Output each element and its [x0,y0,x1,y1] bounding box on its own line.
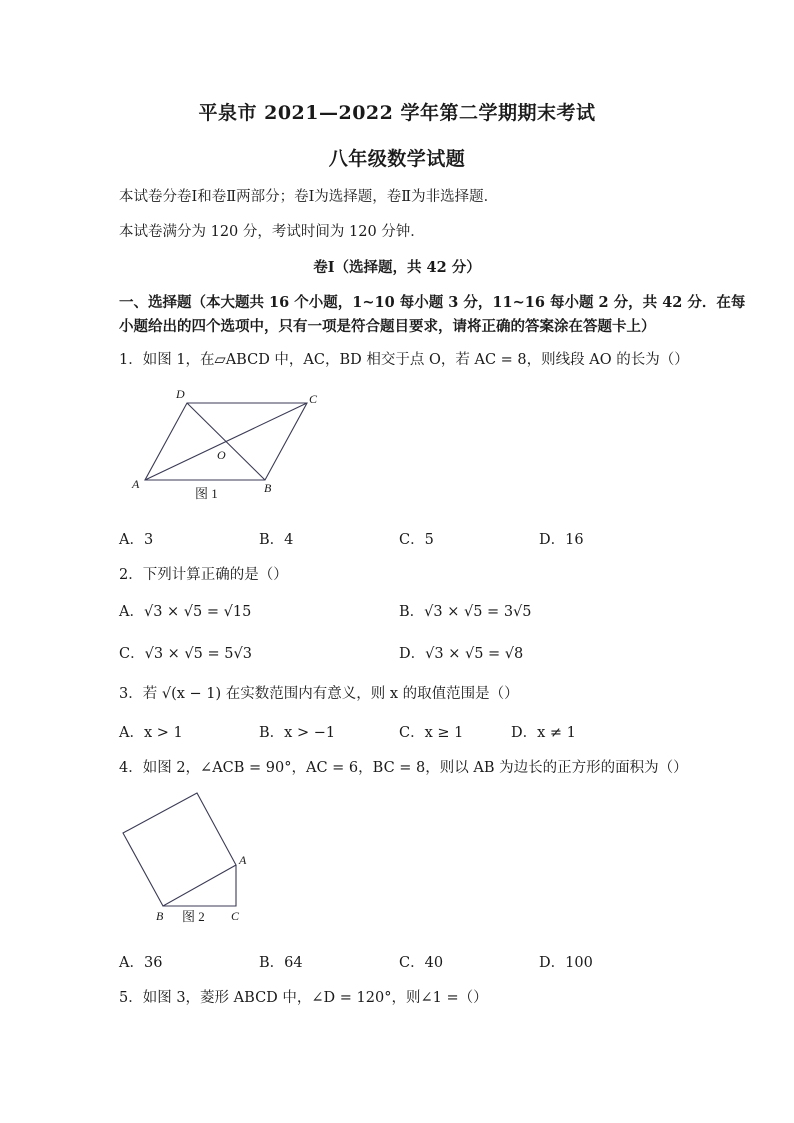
question-2-stem: 2．下列计算正确的是（） [119,567,288,583]
question-4-stem: 4．如图 2，∠ACB = 90°，AC = 6，BC = 8，则以 AB 为边长的正方形的面积为（） [119,760,688,776]
intro-line-2: 本试卷满分为 120 分，考试时间为 120 分钟． [119,224,425,240]
q4-option-d[interactable]: D．100 [539,955,593,971]
part1-heading: 卷Ⅰ（选择题，共 42 分） [313,259,481,276]
question-3-stem: 3．若 √(x − 1) 在实数范围内有意义，则 x 的取值范围是（） [119,686,519,702]
q2-option-c[interactable]: C．√3 × √5 = 5√3 [119,646,252,662]
label-a: A [239,853,247,867]
exam-subtitle: 八年级数学试题 [328,148,466,170]
label-c: C [231,909,240,923]
q3-option-a[interactable]: A．x > 1 [119,725,183,741]
label-c: C [309,392,318,406]
q3-option-d[interactable]: D．x ≠ 1 [511,725,576,741]
q2-option-a[interactable]: A．√3 × √5 = √15 [119,604,252,620]
label-b: B [264,481,272,495]
q4-option-b[interactable]: B．64 [259,955,303,971]
figure-2-square-triangle [115,785,265,930]
q2-option-b[interactable]: B．√3 × √5 = 3√5 [399,604,532,620]
label-a: A [132,477,140,491]
q2-option-d[interactable]: D．√3 × √5 = √8 [399,646,524,662]
section-instruction-line-1: 一、选择题（本大题共 16 个小题，1~10 每小题 3 分，11~16 每小题 2 分，共 42 分．在每 [119,294,746,311]
exam-title: 平泉市 2021—2022 学年第二学期期末考试 [198,102,596,124]
section-instruction-line-2: 小题给出的四个选项中，只有一项是符合题目要求，请将正确的答案涂在答题卡上） [119,318,656,335]
label-d: D [176,387,185,401]
q1-option-c[interactable]: C．5 [399,532,434,548]
q3-option-b[interactable]: B．x > −1 [259,725,336,741]
label-o: O [217,448,226,462]
diagonal-bd [187,403,265,480]
q1-option-b[interactable]: B．4 [259,532,294,548]
figure-1-parallelogram [125,385,325,507]
q4-option-c[interactable]: C．40 [399,955,444,971]
figure-1-caption: 图 1 [195,486,218,501]
question-1-stem: 1．如图 1，在▱ABCD 中，AC，BD 相交于点 O，若 AC = 8，则线段 AO 的长为（） [119,352,689,368]
intro-line-1: 本试卷分卷Ⅰ和卷Ⅱ两部分；卷Ⅰ为选择题，卷Ⅱ为非选择题． [119,189,499,205]
q3-option-c[interactable]: C．x ≥ 1 [399,725,464,741]
label-b: B [156,909,164,923]
figure-2-caption: 图 2 [182,909,205,924]
q1-option-a[interactable]: A．3 [119,532,154,548]
q1-option-d[interactable]: D．16 [539,532,584,548]
q4-option-a[interactable]: A．36 [119,955,163,971]
square-on-ab [123,793,236,906]
question-5-stem: 5．如图 3，菱形 ABCD 中，∠D = 120°，则∠1 =（） [119,990,488,1006]
